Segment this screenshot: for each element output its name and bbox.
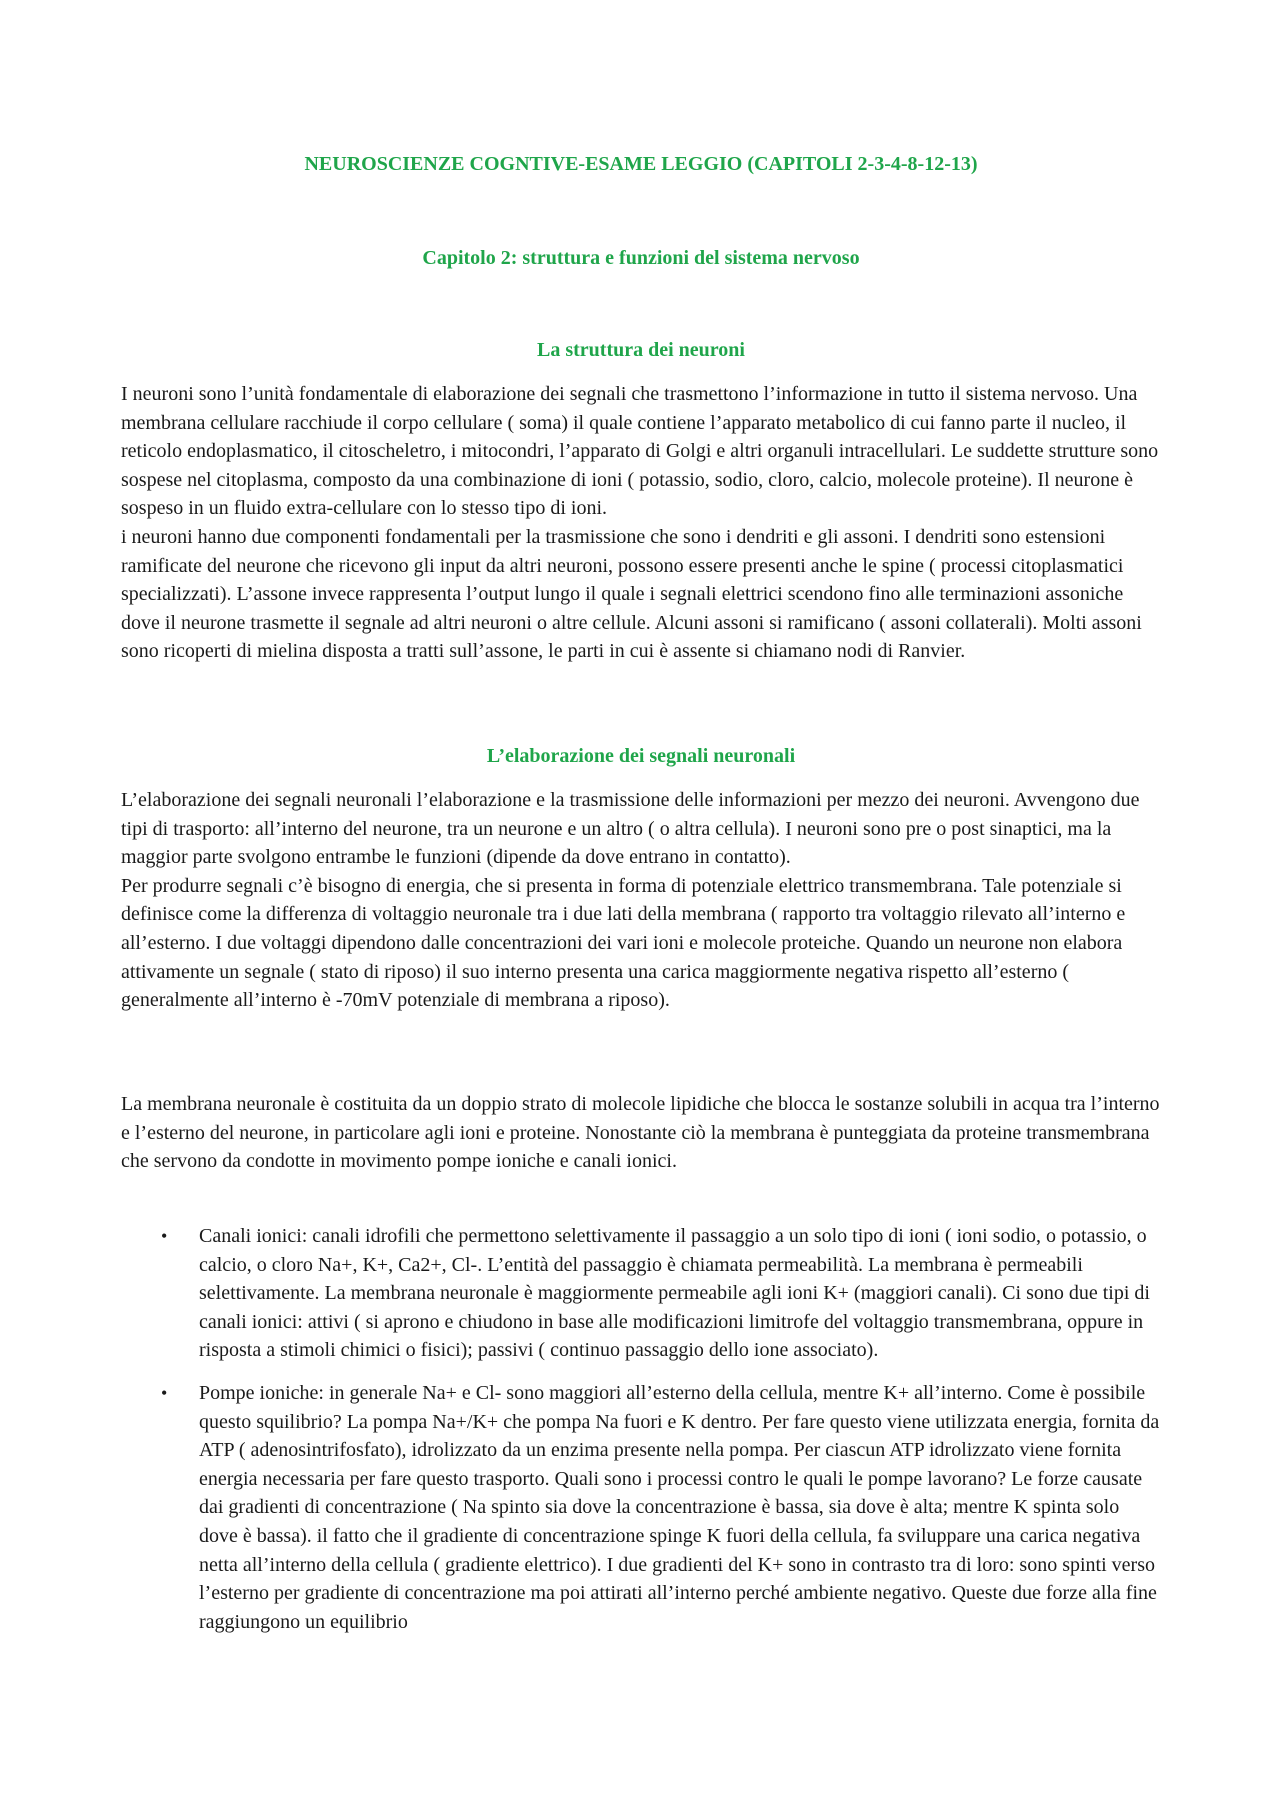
section-struttura-body xyxy=(121,380,1161,666)
bullet-list xyxy=(121,1222,1161,1650)
list-item-text: Pompe ioniche: in generale Na+ e Cl- sono maggiori all’esterno della cellula, mentre K+ all’interno. Come è possibile questo squilibrio? La pompa Na+/K+ che pompa Na fuori e K dentro. Per fare questo viene utilizzata energia, fornita da ATP ( adenosintrifosfato), idrolizzato da un enzima presente nella pompa. Per ciascun ATP idrolizzato viene fornita energia necessaria per fare questo trasporto. Quali sono i processi contro le quali le pompe lavorano? Le forze causate dai gradienti di concentrazione ( Na spinto sia dove la concentrazione è bassa, sia dove è alta; mentre K spinta solo dove è bassa). il fatto che il gradiente di concentrazione spinge K fuori della cellula, fa sviluppare una carica negativa netta all’interno della cellula ( gradiente elettrico). I due gradienti del K+ sono in contrasto tra di loro: sono spinti verso l’esterno per gradiente di concentrazione ma poi attirati all’interno perché ambiente negativo. Queste due forze alla fine raggiungono un equilibrio xyxy=(199,1381,1160,1633)
bullet-icon: • xyxy=(161,1382,168,1403)
paragraph: I neuroni sono l’unità fondamentale di elaborazione dei segnali che trasmettono l’informazione in tutto il sistema nervoso. Una membrana cellulare racchiude il corpo cellulare ( soma) il quale contiene l’apparato metabolico di cui fanno parte il nucleo, il reticolo endoplasmatico, il citoscheletro, i mitocondri, l’apparato di Golgi e altri organuli intracellulari. Le suddette strutture sono sospese nel citoplasma, composto da una combinazione di ioni ( potassio, sodio, cloro, calcio, molecole proteine). Il neurone è sospeso in un fluido extra-cellulare con lo stesso tipo di ioni. xyxy=(121,383,1159,520)
list-item xyxy=(121,1222,1161,1365)
section-elaborazione-membrana xyxy=(121,1090,1161,1176)
list-item xyxy=(121,1379,1161,1636)
document-title: NEUROSCIENZE COGNTIVE-ESAME LEGGIO (CAPITOLI 2-3-4-8-12-13) xyxy=(304,153,978,175)
list-item-text: Canali ionici: canali idrofili che permettono selettivamente il passaggio a un solo tipo di ioni ( ioni sodio, o potassio, o calcio, o cloro Na+, K+, Ca2+, Cl-. L’entità del passaggio è chiamata permeabilità. La membrana è permeabili selettivamente. La membrana neuronale è maggiormente permeabile agli ioni K+ (maggiori canali). Ci sono due tipi di canali ionici: attivi ( si aprono e chiudono in base alle modificazioni limitrofe del voltaggio transmembrana, oppure in risposta a stimoli chimici o fisici); passivi ( continuo passaggio dello ione associato). xyxy=(199,1225,1150,1362)
section-heading-struttura: La struttura dei neuroni xyxy=(537,339,745,361)
paragraph: L’elaborazione dei segnali neuronali l’elaborazione e la trasmissione delle informazioni per mezzo dei neuroni. Avvengono due tipi di trasporto: all’interno del neurone, tra un neurone e un altro ( o altra cellula). I neuroni sono pre o post sinaptici, ma la maggior parte svolgono entrambe le funzioni (dipende da dove entrano in contatto). xyxy=(121,789,1140,869)
paragraph: i neuroni hanno due componenti fondamentali per la trasmissione che sono i dendriti e gli assoni. I dendriti sono estensioni ramificate del neurone che ricevono gli input da altri neuroni, possono essere presenti anche le spine ( processi citoplasmatici specializzati). L’assone invece rappresenta l’output lungo il quale i segnali elettrici scendono fino alle terminazioni assoniche dove il neurone trasmette il segnale ad altri neuroni o altre cellule. Alcuni assoni si ramificano ( assoni collaterali). Molti assoni sono ricoperti di mielina disposta a tratti sull’assone, le parti in cui è assente si chiamano nodi di Ranvier. xyxy=(121,525,1142,663)
chapter-title: Capitolo 2: struttura e funzioni del sistema nervoso xyxy=(422,247,860,269)
section-heading-elaborazione: L’elaborazione dei segnali neuronali xyxy=(486,745,796,767)
section-elaborazione-body xyxy=(121,786,1161,1015)
bullet-icon: • xyxy=(161,1226,168,1246)
paragraph: Per produrre segnali c’è bisogno di energia, che si presenta in forma di potenziale elettrico transmembrana. Tale potenziale si definisce come la differenza di voltaggio neuronale tra i due lati della membrana ( rapporto tra voltaggio rilevato all’interno e all’esterno. I due voltaggi dipendono dalle concentrazioni dei vari ioni e molecole proteiche. Quando un neurone non elabora attivamente un segnale ( stato di riposo) il suo interno presenta una carica maggiormente negativa rispetto all’esterno ( generalmente all’interno è -70mV potenziale di membrana a riposo). xyxy=(121,874,1126,1012)
paragraph: La membrana neuronale è costituita da un doppio strato di molecole lipidiche che blocca le sostanze solubili in acqua tra l’interno e l’esterno del neurone, in particolare agli ioni e proteine. Nonostante ciò la membrana è punteggiata da proteine transmembrana che servono da condotte in movimento pompe ioniche e canali ionici. xyxy=(121,1093,1160,1173)
